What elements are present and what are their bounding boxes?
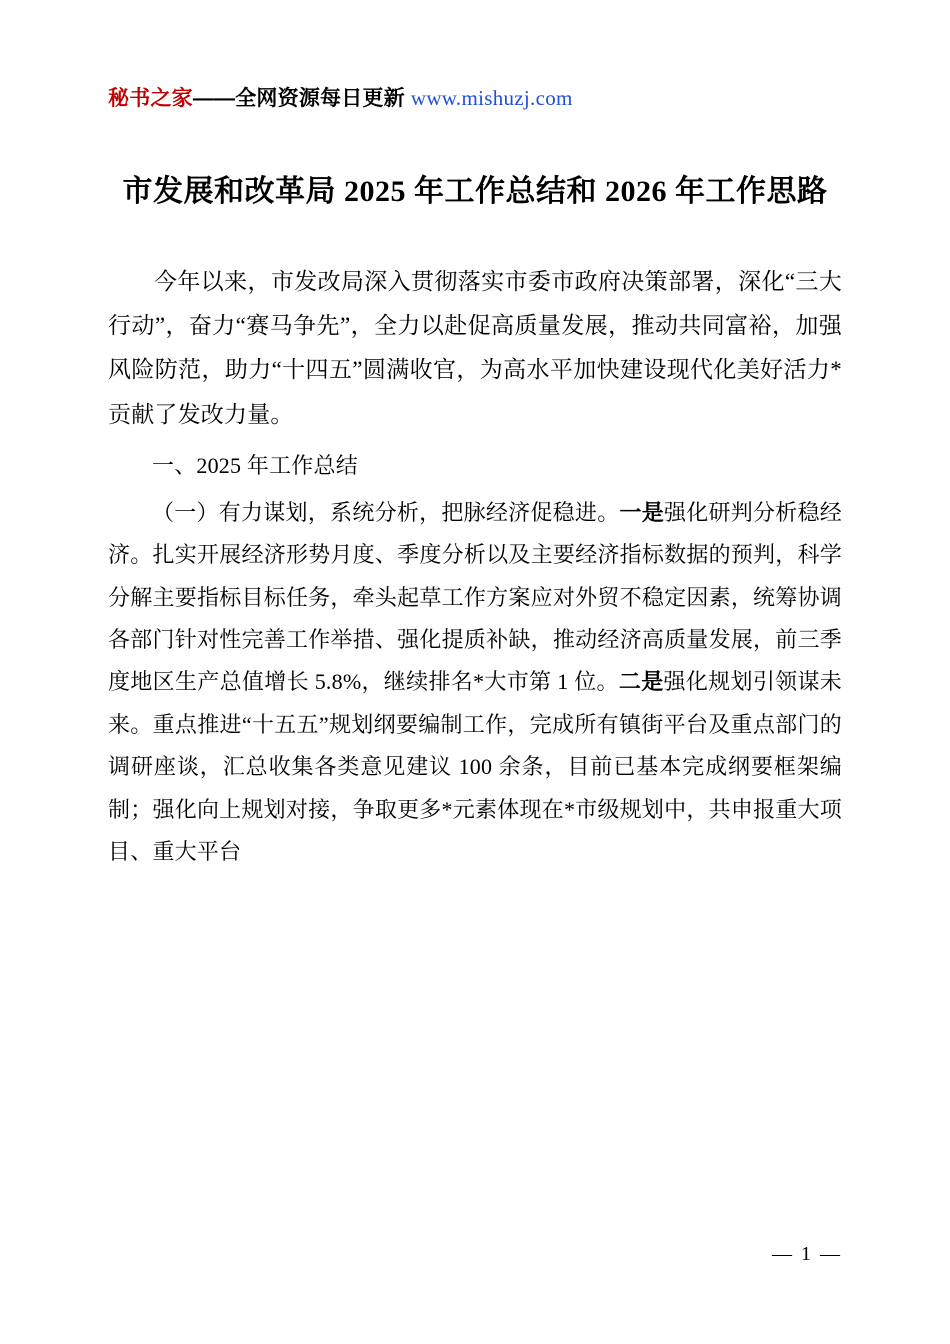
segment-bold-yishi: 一是 <box>619 499 664 525</box>
site-brand-separator: —— <box>192 87 236 110</box>
site-tagline: 全网资源每日更新 <box>235 87 405 110</box>
segment-bold-ershi: 二是 <box>618 669 664 695</box>
section-heading-1: 一、2025 年工作总结 <box>152 453 358 479</box>
segment-text: （一）有力谋划，系统分析，把脉经济促稳进。 <box>152 499 620 525</box>
paragraph-intro: 今年以来，市发改局深入贯彻落实市委市政府决策部署，深化“三大行动”，奋力“赛马争先”，全力以赴促高质量发展，推动共同富裕，加强风险防范，助力“十四五”圆满收官，为高水平加快建设现代化美好活力*贡献了发改力量。 <box>108 268 842 427</box>
site-url-link[interactable]: www.mishuzj.com <box>410 86 573 110</box>
segment-text: 强化规划引领谋未来。重点推进“十五五”规划纲要编制工作，完成所有镇街平台及重点部门的调研座谈，汇总收集各类意见建议 100 余条，目前已基本完成纲要框架编制；强化向上规划对接，争取更多*元素体现在*市级规划中，共申报重大项目、重大平台 <box>108 669 842 865</box>
document-body <box>108 260 842 874</box>
site-watermark-header <box>108 0 842 111</box>
paragraph-section-1-1 <box>108 492 842 874</box>
site-brand-name: 秘书之家 <box>108 87 193 110</box>
page-title: 市发展和改革局 2025 年工作总结和 2026 年工作思路 <box>122 175 828 209</box>
page-number: — 1 — <box>772 1243 842 1265</box>
segment-text: 强化研判分析稳经济。扎实开展经济形势月度、季度分析以及主要经济指标数据的预判，科学分解主要指标目标任务，牵头起草工作方案应对外贸不稳定因素，统筹协调各部门针对性完善工作举措、强化提质补缺，推动经济高质量发展，前三季度地区生产总值增长 5.8%，继续排名*大市第 1 位。 <box>108 499 843 695</box>
